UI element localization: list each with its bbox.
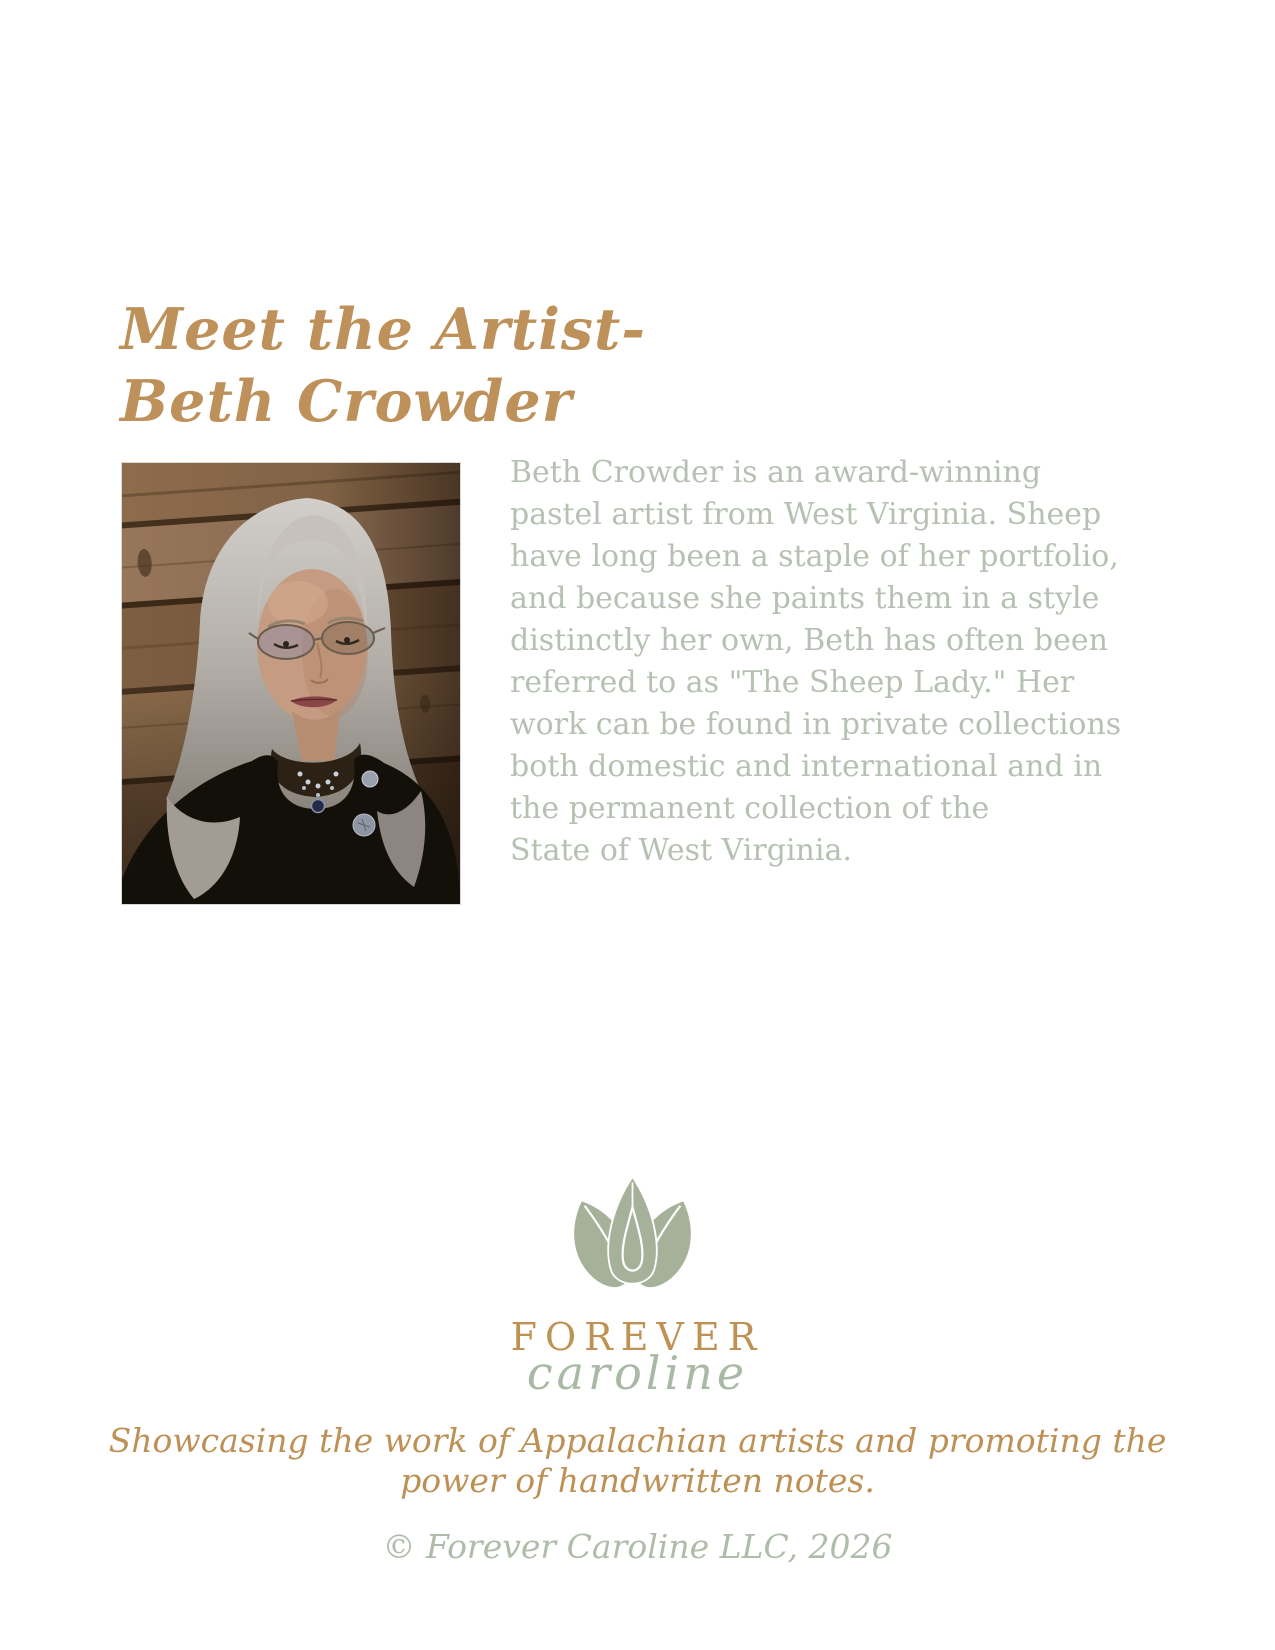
artist-photo-illustration: [122, 463, 460, 904]
bio-line: both domestic and international and in: [510, 749, 1103, 784]
brand-script-name: caroline: [526, 1346, 749, 1400]
page-title-line1: Meet the Artist-: [120, 296, 646, 363]
bio-line: have long been a staple of her portfolio,: [510, 539, 1119, 574]
bio-line: the permanent collection of the: [510, 791, 990, 826]
brand-wordmark: FOREVER: [510, 1315, 765, 1359]
lotus-icon: [560, 1172, 705, 1296]
copyright-notice: © Forever Caroline LLC, 2026: [382, 1527, 893, 1566]
artist-photo: [121, 462, 461, 905]
page-title: [120, 294, 646, 438]
bio-line: work can be found in private collections: [510, 707, 1122, 742]
bio-line: referred to as "The Sheep Lady." Her: [510, 665, 1075, 700]
bio-line: State of West Virginia.: [510, 833, 852, 868]
artist-bio: [510, 452, 1170, 872]
tagline: [0, 1421, 1275, 1501]
page-title-line2: Beth Crowder: [120, 368, 573, 435]
bio-line: pastel artist from West Virginia. Sheep: [510, 497, 1102, 532]
bio-line: and because she paints them in a style: [510, 581, 1100, 616]
bio-line: Beth Crowder is an award-winning: [510, 455, 1042, 490]
tagline-line2: power of handwritten notes.: [400, 1461, 875, 1500]
tagline-line1: Showcasing the work of Appalachian artists and promoting the: [108, 1421, 1167, 1460]
bio-line: distinctly her own, Beth has often been: [510, 623, 1108, 658]
